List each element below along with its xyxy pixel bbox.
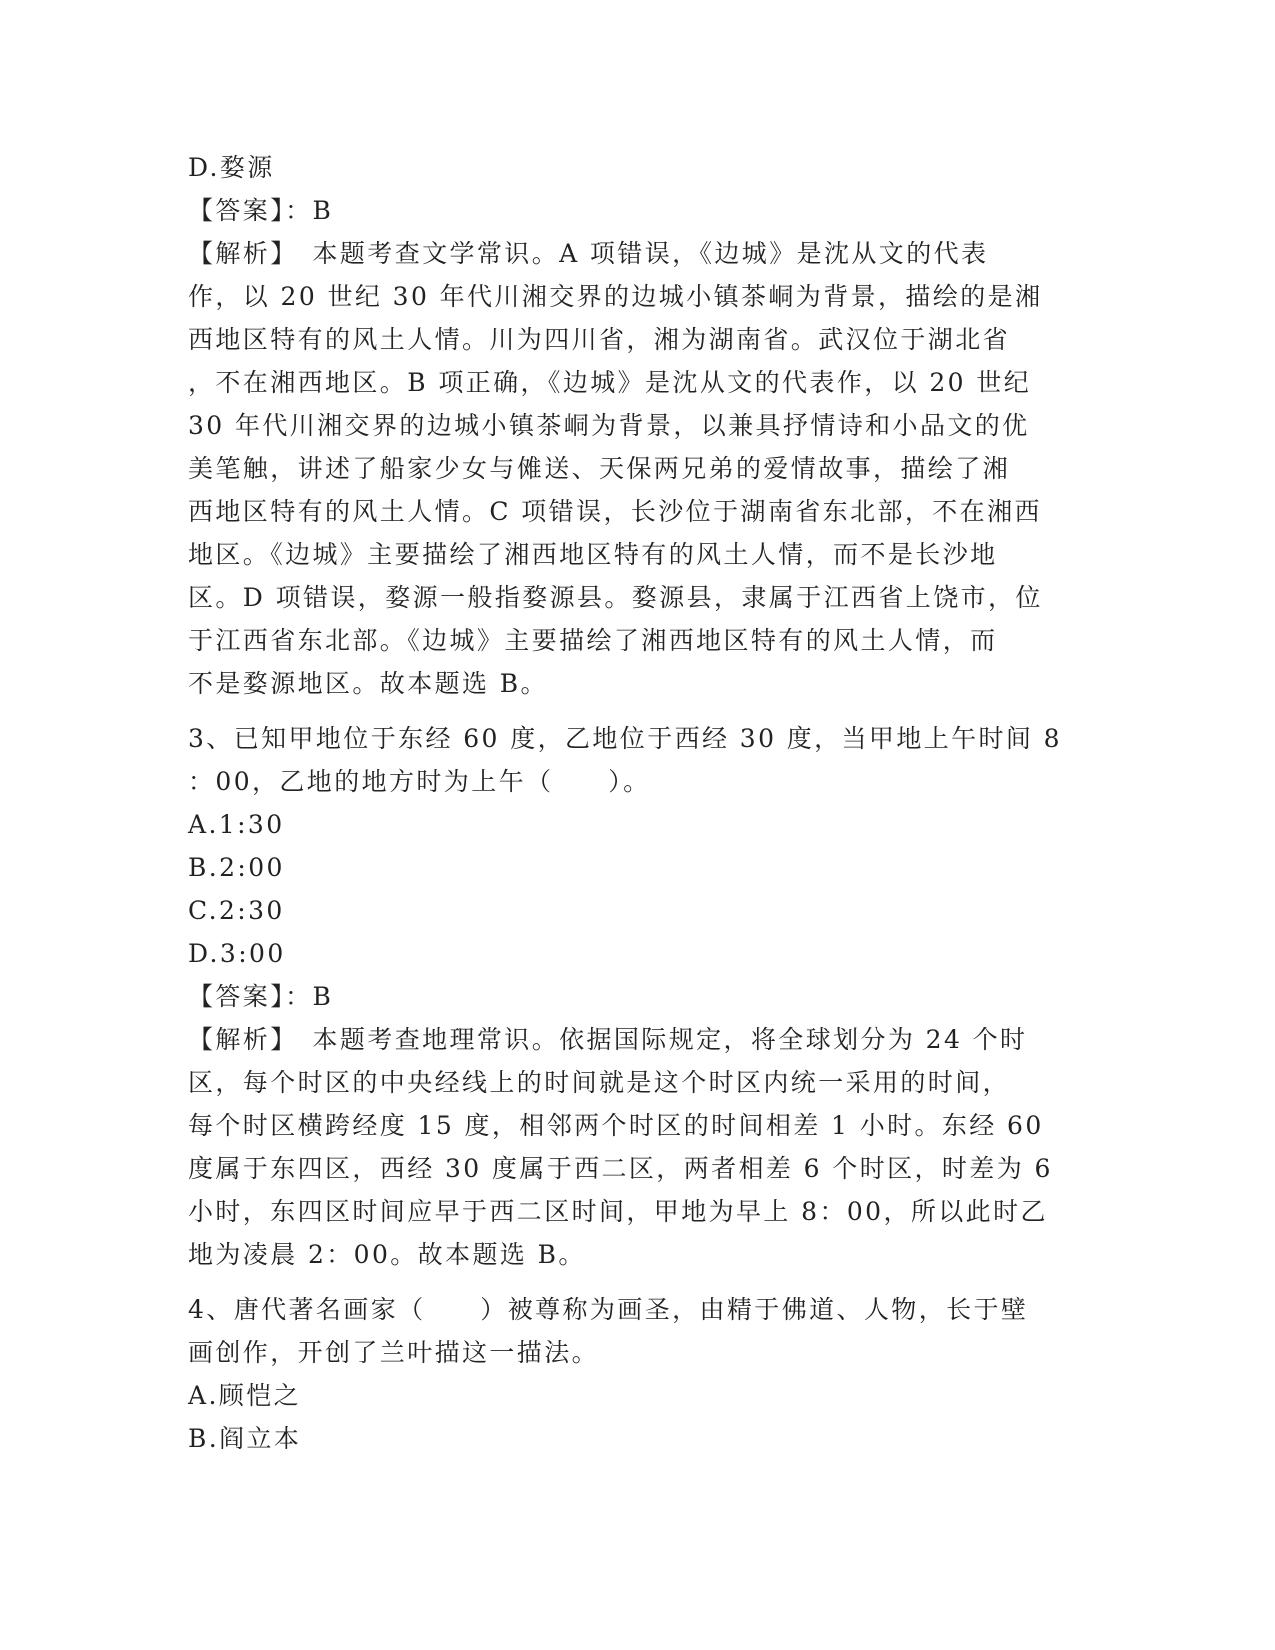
q3-analysis-line: 地为凌晨 2：00。故本题选 B。: [188, 1240, 586, 1269]
q2-answer: 【答案】：B: [188, 196, 334, 225]
q3-analysis-line: 【解析】 本题考查地理常识。依据国际规定，将全球划分为 24 个时: [188, 1025, 1028, 1054]
q4-option-b: B.阎立本: [188, 1424, 302, 1453]
q3-answer: 【答案】：B: [188, 982, 334, 1011]
q2-analysis-line: 30 年代川湘交界的边城小镇茶峒为背景，以兼具抒情诗和小品文的优: [188, 411, 1030, 440]
document-page: [188, 146, 1088, 1460]
q2-analysis-line: 美笔触，讲述了船家少女与傩送、天保两兄弟的爱情故事，描绘了湘: [188, 454, 1011, 483]
q3-analysis-line: 度属于东四区，西经 30 度属于西二区，两者相差 6 个时区，时差为 6: [188, 1154, 1053, 1183]
q4-option-a: A.顾恺之: [188, 1381, 302, 1410]
q3-analysis-line: 区，每个时区的中央经线上的时间就是这个时区内统一采用的时间，: [188, 1068, 1011, 1097]
q4-question-line: 4、唐代著名画家（ ）被尊称为画圣，由精于佛道、人物，长于壁: [188, 1295, 1029, 1324]
q3-option-b: B.2:00: [188, 853, 285, 882]
q2-analysis-line: 西地区特有的风土人情。川为四川省，湘为湖南省。武汉位于湖北省: [188, 325, 1011, 354]
q3-question-line: 3、已知甲地位于东经 60 度，乙地位于西经 30 度，当甲地上午时间 8: [188, 724, 1062, 753]
q2-analysis: [188, 232, 1088, 705]
q2-analysis-line: 区。D 项错误，婺源一般指婺源县。婺源县，隶属于江西省上饶市，位: [188, 583, 1043, 612]
q3-option-c: C.2:30: [188, 896, 285, 925]
q4-question-line: 画创作，开创了兰叶描这一描法。: [188, 1338, 600, 1367]
q3-option-d: D.3:00: [188, 939, 286, 968]
q2-analysis-line: ，不在湘西地区。B 项正确，《边城》是沈从文的代表作，以 20 世纪: [188, 368, 1032, 397]
q3-analysis-line: 每个时区横跨经度 15 度，相邻两个时区的时间相差 1 小时。东经 60: [188, 1111, 1044, 1140]
q2-analysis-line: 地区。《边城》主要描绘了湘西地区特有的风土人情，而不是长沙地: [188, 540, 998, 569]
q2-analysis-line: 于江西省东北部。《边城》主要描绘了湘西地区特有的风土人情，而: [188, 626, 998, 655]
q2-option-d: D.婺源: [188, 153, 275, 182]
q3-analysis-line: 小时，东四区时间应早于西二区时间，甲地为早上 8：00，所以此时乙: [188, 1197, 1048, 1226]
paragraph-gap: [188, 1276, 1088, 1288]
q2-analysis-line: 西地区特有的风土人情。C 项错误，长沙位于湖南省东北部，不在湘西: [188, 497, 1042, 526]
q3-option-a: A.1:30: [188, 810, 285, 839]
q2-analysis-line: 作，以 20 世纪 30 年代川湘交界的边城小镇茶峒为背景，描绘的是湘: [188, 282, 1043, 311]
q2-analysis-line: 【解析】 本题考查文学常识。A 项错误，《边城》是沈从文的代表: [188, 239, 989, 268]
q3-analysis: [188, 1018, 1088, 1276]
q3-question: [188, 717, 1088, 803]
q4-question: [188, 1288, 1088, 1374]
paragraph-gap: [188, 705, 1088, 717]
q2-analysis-line: 不是婺源地区。故本题选 B。: [188, 669, 548, 698]
q3-question-line: ：00，乙地的地方时为上午（ ）。: [188, 767, 651, 796]
